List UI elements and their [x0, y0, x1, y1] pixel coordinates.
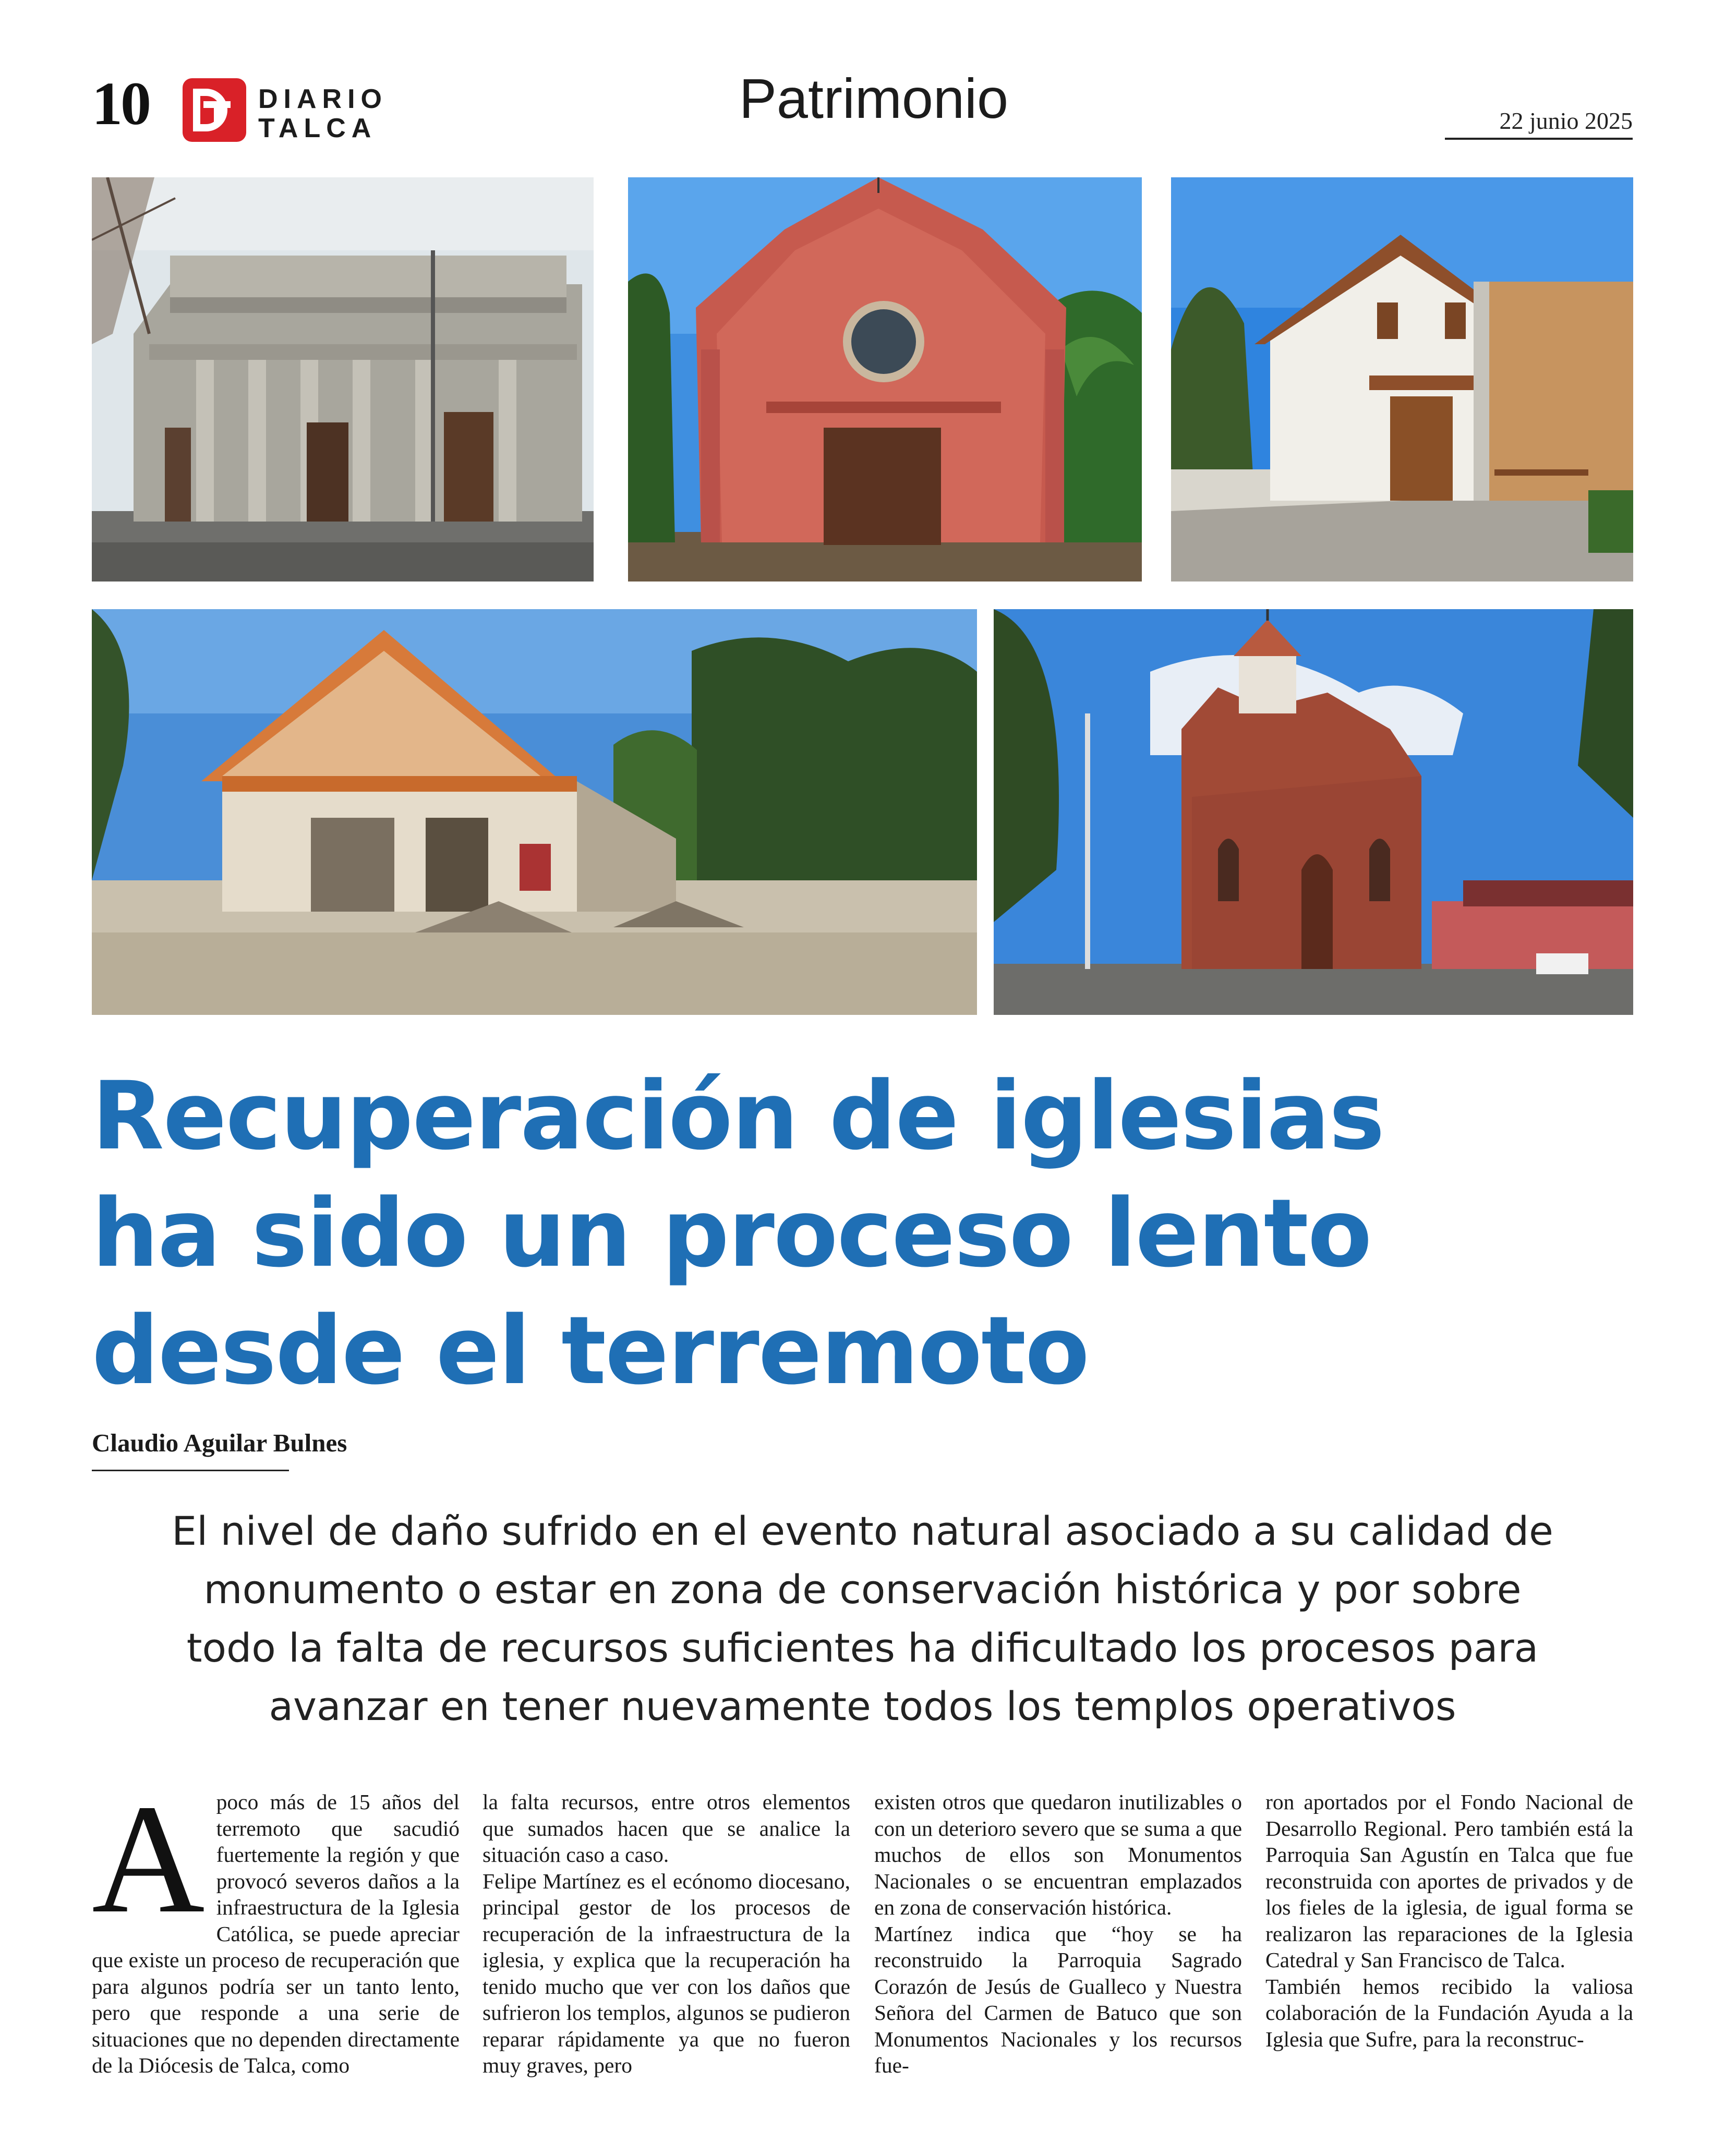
byline: Claudio Aguilar Bulnes [92, 1428, 347, 1457]
logo-mark-icon [183, 78, 246, 142]
photo-church-under-construction [92, 609, 977, 1015]
photo-white-wooden-church [1171, 177, 1633, 582]
photo-gray-neoclassical-church [92, 177, 594, 582]
body-column-2 [482, 1789, 850, 2123]
body-paragraph: existen otros que quedaron inutilizables o con un deterioro severo que se suma a que muchos de ellos son Monumentos Nacionales o se encuentran emplazados en zona de conservación histórica. [874, 1790, 1242, 1919]
headline-line: ha sido un proceso lento [92, 1179, 1371, 1288]
lede-line: El nivel de daño sufrido en el evento natural asociado a su calidad de [172, 1508, 1553, 1554]
drop-cap: A [92, 1789, 205, 1945]
body-paragraph: ron aportados por el Fondo Nacional de Desarrollo Regional. Pero también está la Parroquia San Agustín en Talca que fue reconstruida con aportes de privados y de los fieles de la iglesia, de igual forma se realizaron las reparaciones de la Iglesia Catedral y San Francisco de Talca. [1265, 1790, 1633, 1972]
lede-line: todo la falta de recursos suficientes ha dificultado los procesos para [186, 1625, 1539, 1671]
body-paragraph: También hemos recibido la valiosa colaboración de la Fundación Ayuda a la Iglesia que Sufre, para la reconstruc- [1265, 1974, 1633, 2051]
photo-red-facade-church [628, 177, 1142, 582]
paragraph-text: poco más de 15 años del terremoto que sacudió fuertemente la región y que provocó severos daños a la infraestructura de la Iglesia Católica, se puede apreciar que existe un proceso de recuperación que para algunos podría ser un tanto lento, pero que responde a una serie de situaciones que no dependen directamente de la Diócesis de Talca, como [92, 1790, 460, 2077]
photo-brick-gothic-church [994, 609, 1633, 1015]
body-column-3 [874, 1789, 1242, 2123]
lede-line: avanzar en tener nuevamente todos los templos operativos [269, 1683, 1456, 1729]
logo-line-1: DIARIO [258, 84, 388, 114]
logo-wordmark [258, 84, 388, 143]
body-paragraph: Martínez indica que “hoy se ha reconstruido la Parroquia Sagrado Corazón de Jesús de Gualleco y Nuestra Señora del Carmen de Batuco que son Monumentos Nacionales y los recursos fue- [874, 1921, 1242, 2077]
body-paragraph: Felipe Martínez es el ecónomo diocesano, principal gestor de los procesos de recuperación de la infraestructura de la iglesia, y explica que la recuperación ha tenido mucho que ver con los daños que sufrieron los templos, algunos se pudieron reparar rápidamente ya que no fueron muy graves, pero [482, 1869, 850, 2077]
lede-line: monumento o estar en zona de conservación histórica y por sobre [203, 1566, 1522, 1613]
logo-line-2: TALCA [258, 113, 377, 143]
body-column-4 [1265, 1789, 1633, 2123]
page-number: 10 [92, 69, 149, 138]
byline-rule [92, 1470, 289, 1471]
headline-line: desde el terremoto [92, 1297, 1089, 1406]
headline-line: Recuperación de iglesias [92, 1062, 1384, 1171]
section-title: Patrimonio [739, 67, 1009, 130]
issue-date: 22 junio 2025 [1445, 107, 1633, 140]
body-paragraph: la falta recursos, entre otros elementos que sumados hacen que se analice la situación caso a caso. [482, 1790, 850, 1867]
body-paragraph [92, 1789, 460, 2079]
article-headline [92, 1058, 1605, 1410]
article-lede [92, 1502, 1633, 1736]
body-column-1 [92, 1789, 460, 2123]
